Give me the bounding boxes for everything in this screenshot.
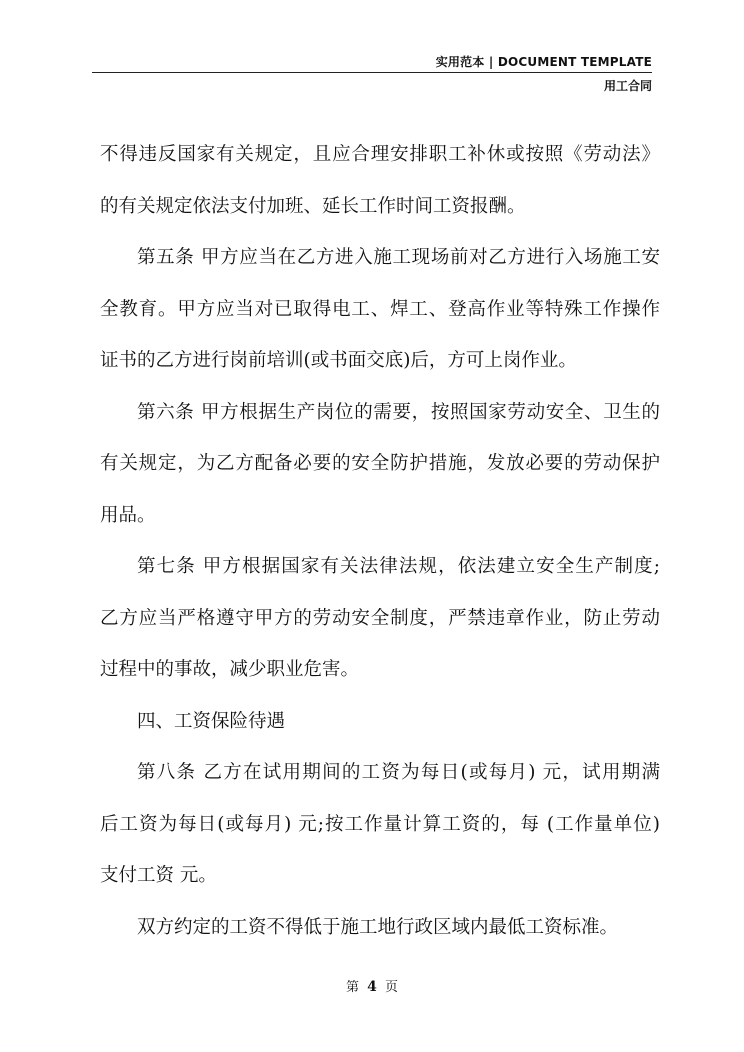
header-title: 实用范本 | DOCUMENT TEMPLATE: [435, 55, 652, 69]
footer-prefix: 第: [345, 980, 359, 995]
article-8-line: 后工资为每日(或每月) 元;按工作量计算工资的，每 (工作量单位): [100, 813, 660, 835]
article-6-line: 用品。: [100, 504, 156, 526]
article-7-line: 过程中的事故，减少职业危害。: [100, 659, 360, 680]
footer-suffix: 页: [385, 980, 399, 995]
article-7-line: 乙方应当严格遵守甲方的劳动安全制度，严禁违章作业，防止劳动: [100, 607, 660, 629]
header-subtitle: 用工合同: [603, 79, 652, 93]
page-footer: [0, 976, 744, 995]
article-6-line: 有关规定，为乙方配备必要的安全防护措施，发放必要的劳动保护: [100, 453, 660, 474]
header-divider: [92, 72, 652, 73]
page-number: 4: [367, 979, 377, 995]
article-8-line: 支付工资 元。: [100, 865, 217, 886]
article-5-line: 全教育。甲方应当对已取得电工、焊工、登高作业等特殊工作操作: [100, 298, 660, 320]
article-5-line: 第五条 甲方应当在乙方进入施工现场前对乙方进行入场施工安: [137, 247, 660, 268]
paragraph-line: 双方约定的工资不得低于施工地行政区域内最低工资标准。: [137, 916, 619, 938]
article-6-line: 第六条 甲方根据生产岗位的需要，按照国家劳动安全、卫生的: [137, 401, 660, 423]
article-8-line: 第八条 乙方在试用期间的工资为每日(或每月) 元，试用期满: [137, 762, 660, 783]
document-body: [100, 135, 660, 959]
article-5-line: 证书的乙方进行岗前培训(或书面交底)后，方可上岗作业。: [100, 350, 577, 371]
section-heading: 四、工资保险待遇: [137, 710, 286, 732]
paragraph-line: 的有关规定依法支付加班、延长工作时间工资报酬。: [100, 195, 526, 217]
page-header: [0, 0, 744, 100]
article-7-line: 第七条 甲方根据国家有关法律法规，依法建立安全生产制度;: [137, 556, 660, 577]
paragraph-line: 不得违反国家有关规定，且应合理安排职工补休或按照《劳动法》: [100, 144, 660, 165]
